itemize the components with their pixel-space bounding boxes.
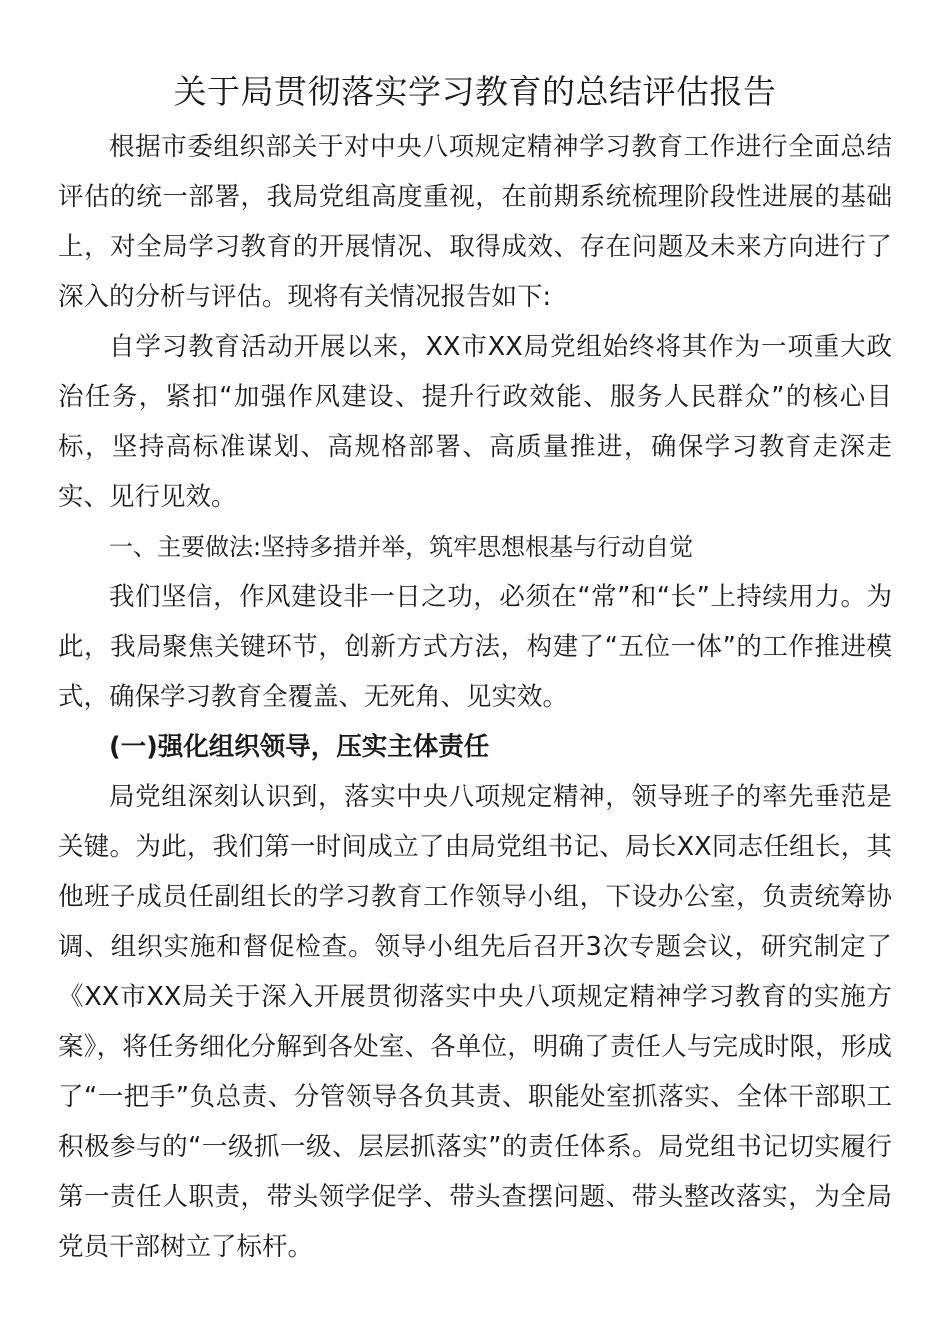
section-heading-main-practices: 一、主要做法:坚持多措并举，筑牢思想根基与行动自觉	[109, 533, 694, 561]
subsection-heading-organization: (一)强化组织领导，压实主体责任	[109, 732, 490, 762]
document-title: 关于局贯彻落实学习教育的总结评估报告	[173, 72, 777, 111]
practices-intro-paragraph: 我们坚信，作风建设非一日之功，必须在“常”和“长”上持续用力。为此，我局聚焦关键环节，创新方式方法，构建了“五位一体”的工作推进模式，确保学习教育全覆盖、无死角、见实效。	[58, 582, 892, 712]
overview-paragraph: 自学习教育活动开展以来，XX市XX局党组始终将其作为一项重大政治任务，紧扣“加强作风建设、提升行政效能、服务人民群众”的核心目标，坚持高标准谋划、高规格部署、高质量推进，确保学习教育走深走实、见行见效。	[58, 332, 892, 512]
intro-paragraph: 根据市委组织部关于对中央八项规定精神学习教育工作进行全面总结评估的统一部署，我局党组高度重视，在前期系统梳理阶段性进展的基础上，对全局学习教育的开展情况、取得成效、存在问题及未来方向进行了深入的分析与评估。现将有关情况报告如下:	[58, 132, 892, 312]
organization-paragraph: 局党组深刻认识到，落实中央八项规定精神，领导班子的率先垂范是关键。为此，我们第一时间成立了由局党组书记、局长XX同志任组长，其他班子成员任副组长的学习教育工作领导小组，下设办公室，负责统筹协调、组织实施和督促检查。领导小组先后召开3次专题会议，研究制定了《XX市XX局关于深入开展贯彻落实中央八项规定精神学习教育的实施方案》，将任务细化分解到各处室、各单位，明确了责任人与完成时限，形成了“一把手”负总责、分管领导各负其责、职能处室抓落实、全体干部职工积极参与的“一级抓一级、层层抓落实”的责任体系。局党组书记切实履行第一责任人职责，带头领学促学、带头查摆问题、带头整改落实，为全局党员干部树立了标杆。	[58, 782, 892, 1262]
